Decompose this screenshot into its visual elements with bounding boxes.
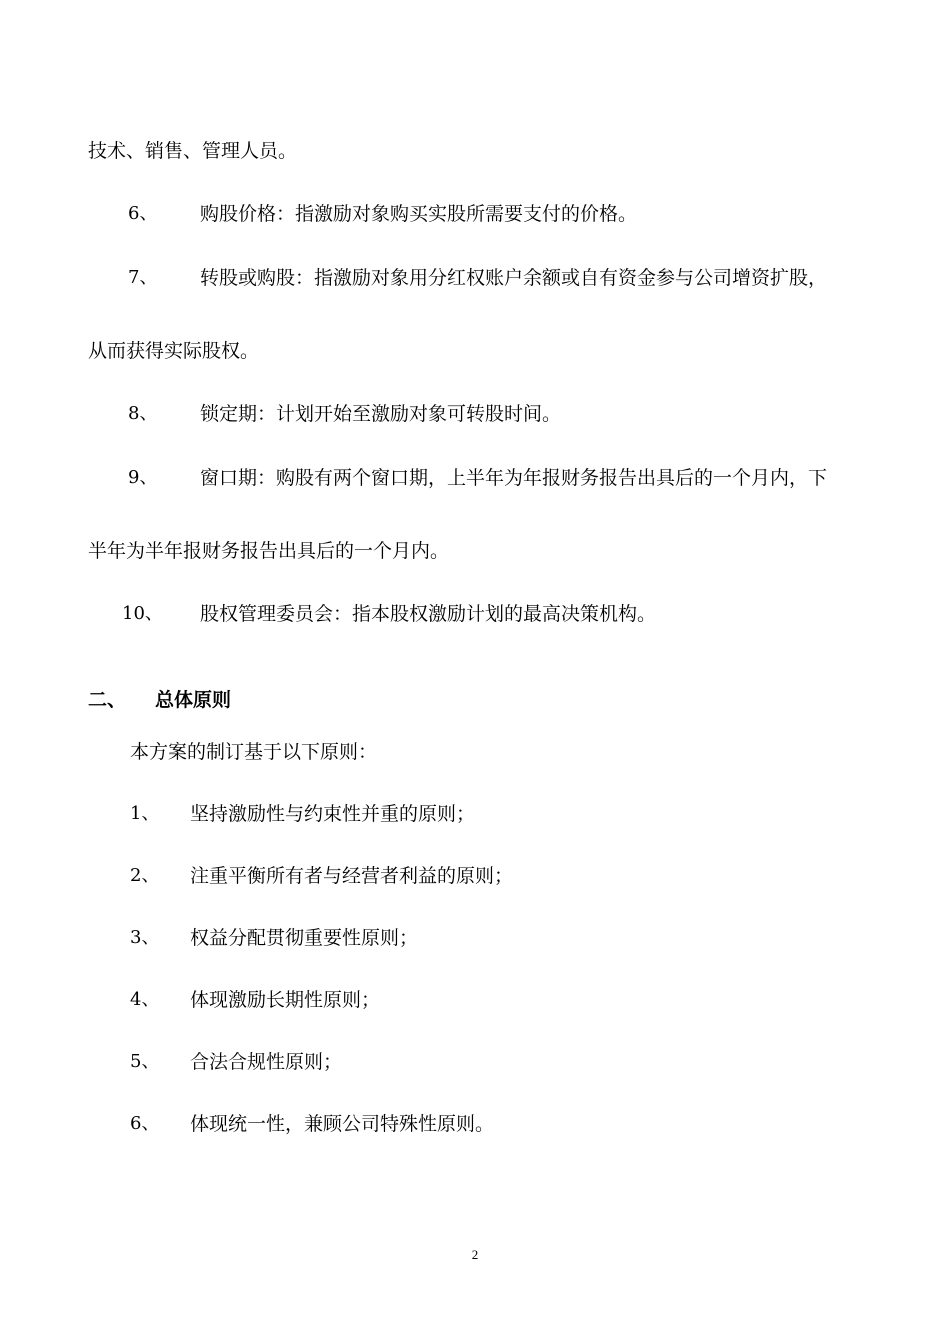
item-text: 锁定期：计划开始至激励对象可转股时间。 bbox=[200, 403, 562, 425]
item-number: 9、 bbox=[128, 467, 158, 488]
item-number: 10、 bbox=[122, 603, 163, 624]
item-text-continued: 从而获得实际股权。 bbox=[88, 340, 260, 362]
principle-text: 体现统一性，兼顾公司特殊性原则。 bbox=[190, 1113, 495, 1135]
section-number: 二、 bbox=[88, 689, 127, 711]
principle-number: 6、 bbox=[130, 1113, 160, 1134]
section-title: 总体原则 bbox=[155, 689, 232, 711]
principle-number: 5、 bbox=[130, 1051, 160, 1072]
principle-text: 注重平衡所有者与经营者利益的原则； bbox=[190, 865, 514, 887]
item-text: 窗口期：购股有两个窗口期，上半年为年报财务报告出具后的一个月内，下 bbox=[200, 467, 828, 489]
principle-text: 权益分配贯彻重要性原则； bbox=[190, 927, 419, 949]
item-text: 转股或购股：指激励对象用分红权账户余额或自有资金参与公司增资扩股， bbox=[200, 267, 828, 289]
item-number: 8、 bbox=[128, 403, 158, 424]
principle-number: 4、 bbox=[130, 989, 160, 1010]
section-intro: 本方案的制订基于以下原则： bbox=[130, 741, 378, 763]
item-number: 7、 bbox=[128, 267, 158, 288]
page-number: 2 bbox=[471, 1247, 479, 1262]
principle-number: 2、 bbox=[130, 865, 160, 886]
principle-number: 1、 bbox=[130, 803, 160, 824]
item-text-continued: 半年为半年报财务报告出具后的一个月内。 bbox=[88, 540, 450, 562]
principle-number: 3、 bbox=[130, 927, 160, 948]
paragraph-line: 技术、销售、管理人员。 bbox=[88, 140, 298, 162]
item-text: 股权管理委员会：指本股权激励计划的最高决策机构。 bbox=[200, 603, 657, 625]
principle-text: 合法合规性原则； bbox=[190, 1051, 343, 1073]
item-text: 购股价格：指激励对象购买实股所需要支付的价格。 bbox=[200, 203, 638, 225]
item-number: 6、 bbox=[128, 203, 158, 224]
principle-text: 体现激励长期性原则； bbox=[190, 989, 381, 1011]
principle-text: 坚持激励性与约束性并重的原则； bbox=[190, 803, 476, 825]
